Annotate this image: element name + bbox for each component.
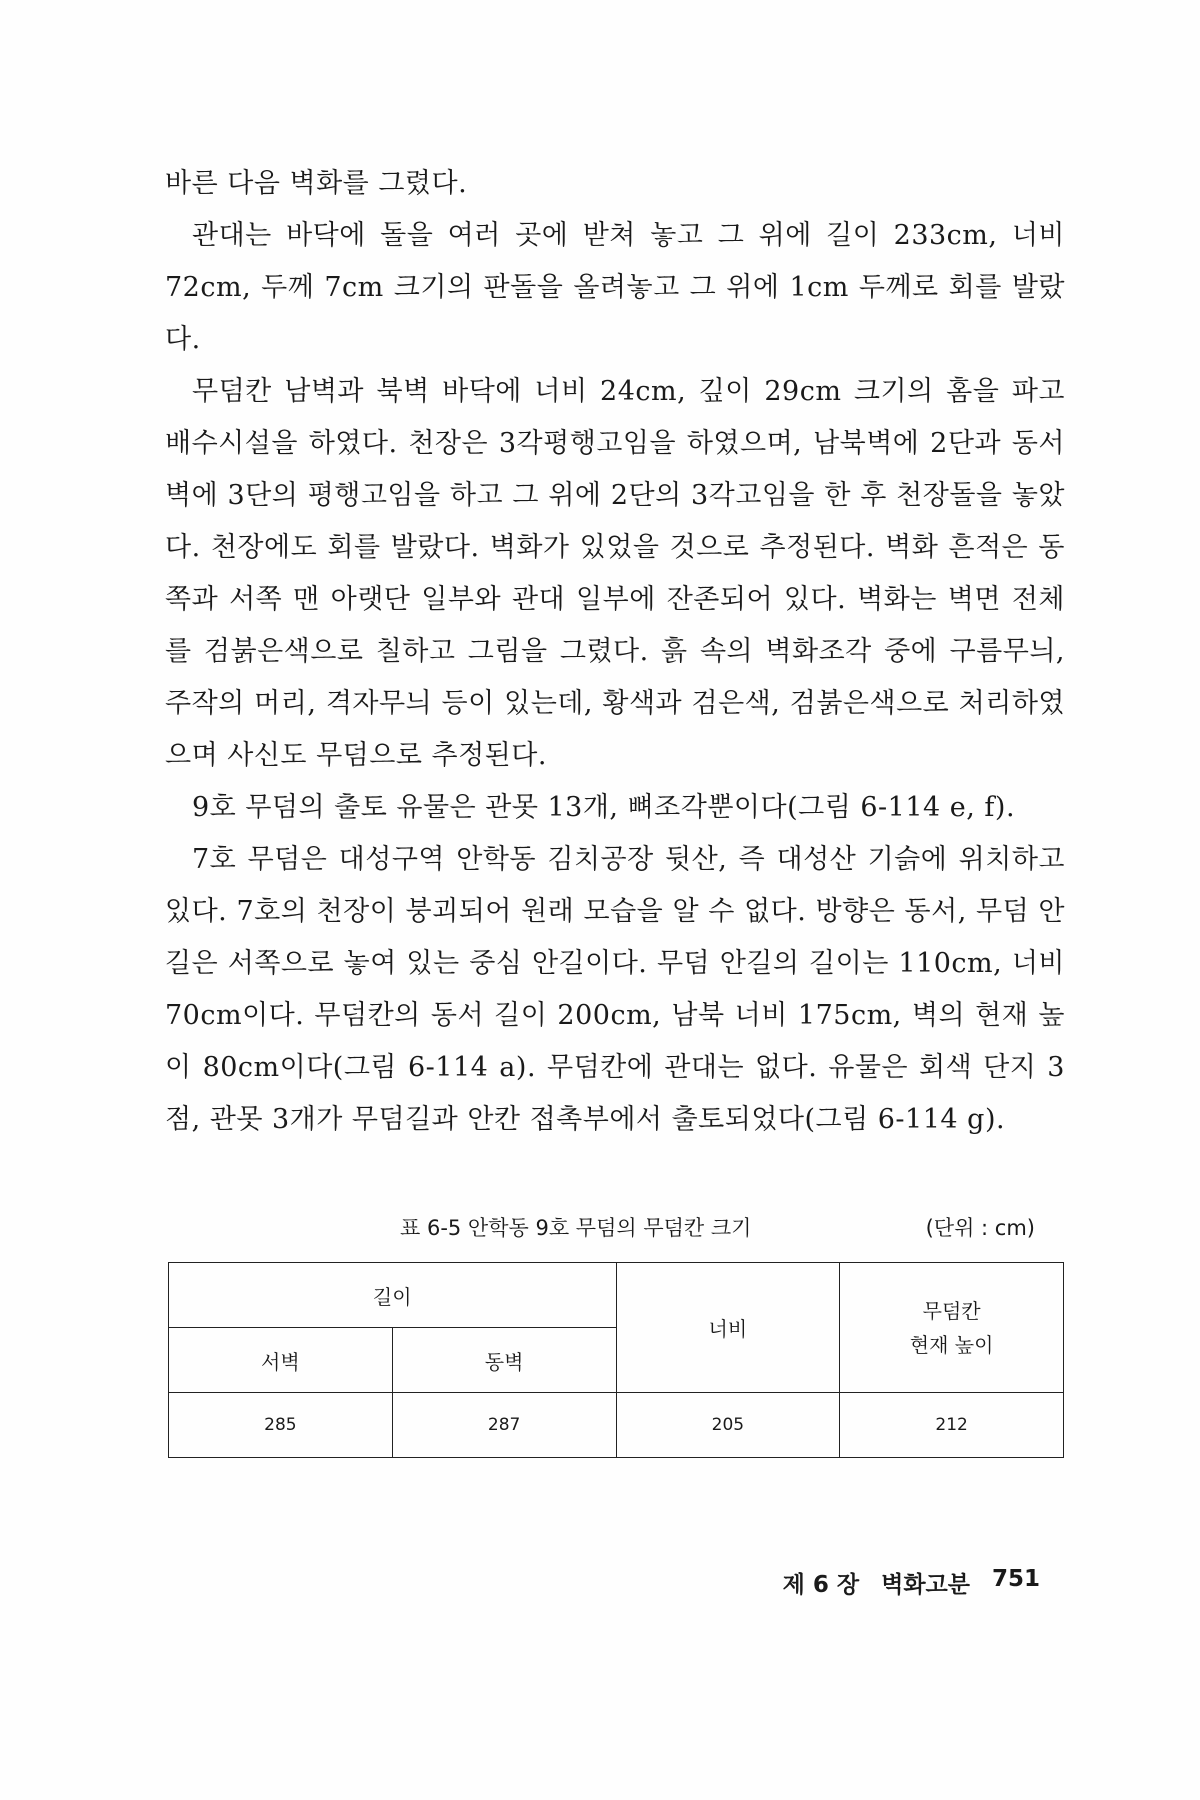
cell-west-wall: 285 [169, 1393, 393, 1458]
header-east-wall: 동벽 [392, 1328, 616, 1393]
header-height-line1: 무덤칸 [922, 1298, 981, 1323]
page-footer [783, 1566, 1040, 1599]
footer-chapter: 제 6 장 [782, 1572, 860, 1598]
paragraph-coffin-platform: 관대는 바닥에 돌을 여러 곳에 받쳐 놓고 그 위에 길이 233cm, 너비 72cm, 두께 7cm 크기의 판돌을 올려놓고 그 위에 1cm 두께로 회를 발랐다. [165, 220, 1065, 355]
table-row [169, 1393, 1064, 1458]
page-number: 751 [991, 1566, 1040, 1592]
header-length: 길이 [169, 1263, 617, 1328]
cell-width: 205 [616, 1393, 840, 1458]
paragraph-tomb9-artifacts: 9호 무덤의 출토 유물은 관못 13개, 뼈조각뿐이다(그림 6-114 e, f). [192, 792, 1016, 823]
table-caption [400, 1212, 1050, 1242]
table-header-row [169, 1263, 1064, 1328]
header-west-wall: 서벽 [169, 1328, 393, 1393]
body-text [165, 158, 1065, 1146]
table-unit: (단위 : cm) [925, 1216, 1035, 1240]
table-title: 표 6-5 안학동 9호 무덤의 무덤칸 크기 [400, 1216, 752, 1240]
footer-section: 벽화고분 [881, 1572, 970, 1598]
cell-height: 212 [840, 1393, 1064, 1458]
cell-east-wall: 287 [392, 1393, 616, 1458]
header-width: 너비 [616, 1263, 840, 1393]
chamber-size-table [168, 1262, 1064, 1458]
paragraph-chamber-drainage: 무덤칸 남벽과 북벽 바닥에 너비 24cm, 깊이 29cm 크기의 홈을 파고 배수시설을 하였다. 천장은 3각평행고임을 하였으며, 남북벽에 2단과 동서벽에 3단의 평행고임을 하고 그 위에 2단의 3각고임을 한 후 천장돌을 놓았다. 천장에도 회를 발랐다. 벽화가 있었을 것으로 추정된다. 벽화 흔적은 동쪽과 서쪽 맨 아랫단 일부와 관대 일부에 잔존되어 있다. 벽화는 벽면 전체를 검붉은색으로 칠하고 그림을 그렸다. 흙 속의 벽화조각 중에 구름무늬, 주작의 머리, 격자무늬 등이 있는데, 황색과 검은색, 검붉은색으로 처리하였으며 사신도 무덤으로 추정된다. [165, 376, 1065, 771]
paragraph-tomb7: 7호 무덤은 대성구역 안학동 김치공장 뒷산, 즉 대성산 기슭에 위치하고 있다. 7호의 천장이 붕괴되어 원래 모습을 알 수 없다. 방향은 동서, 무덤 안길은 서쪽으로 놓여 있는 중심 안길이다. 무덤 안길의 길이는 110cm, 너비 70cm이다. 무덤칸의 동서 길이 200cm, 남북 너비 175cm, 벽의 현재 높이 80cm이다(그림 6-114 a). 무덤칸에 관대는 없다. 유물은 회색 단지 3점, 관못 3개가 무덤길과 안칸 접촉부에서 출토되었다(그림 6-114 g). [165, 844, 1065, 1135]
header-current-height [840, 1263, 1064, 1393]
header-height-line2: 현재 높이 [909, 1332, 994, 1357]
paragraph-continuation: 바른 다음 벽화를 그렸다. [165, 168, 468, 199]
